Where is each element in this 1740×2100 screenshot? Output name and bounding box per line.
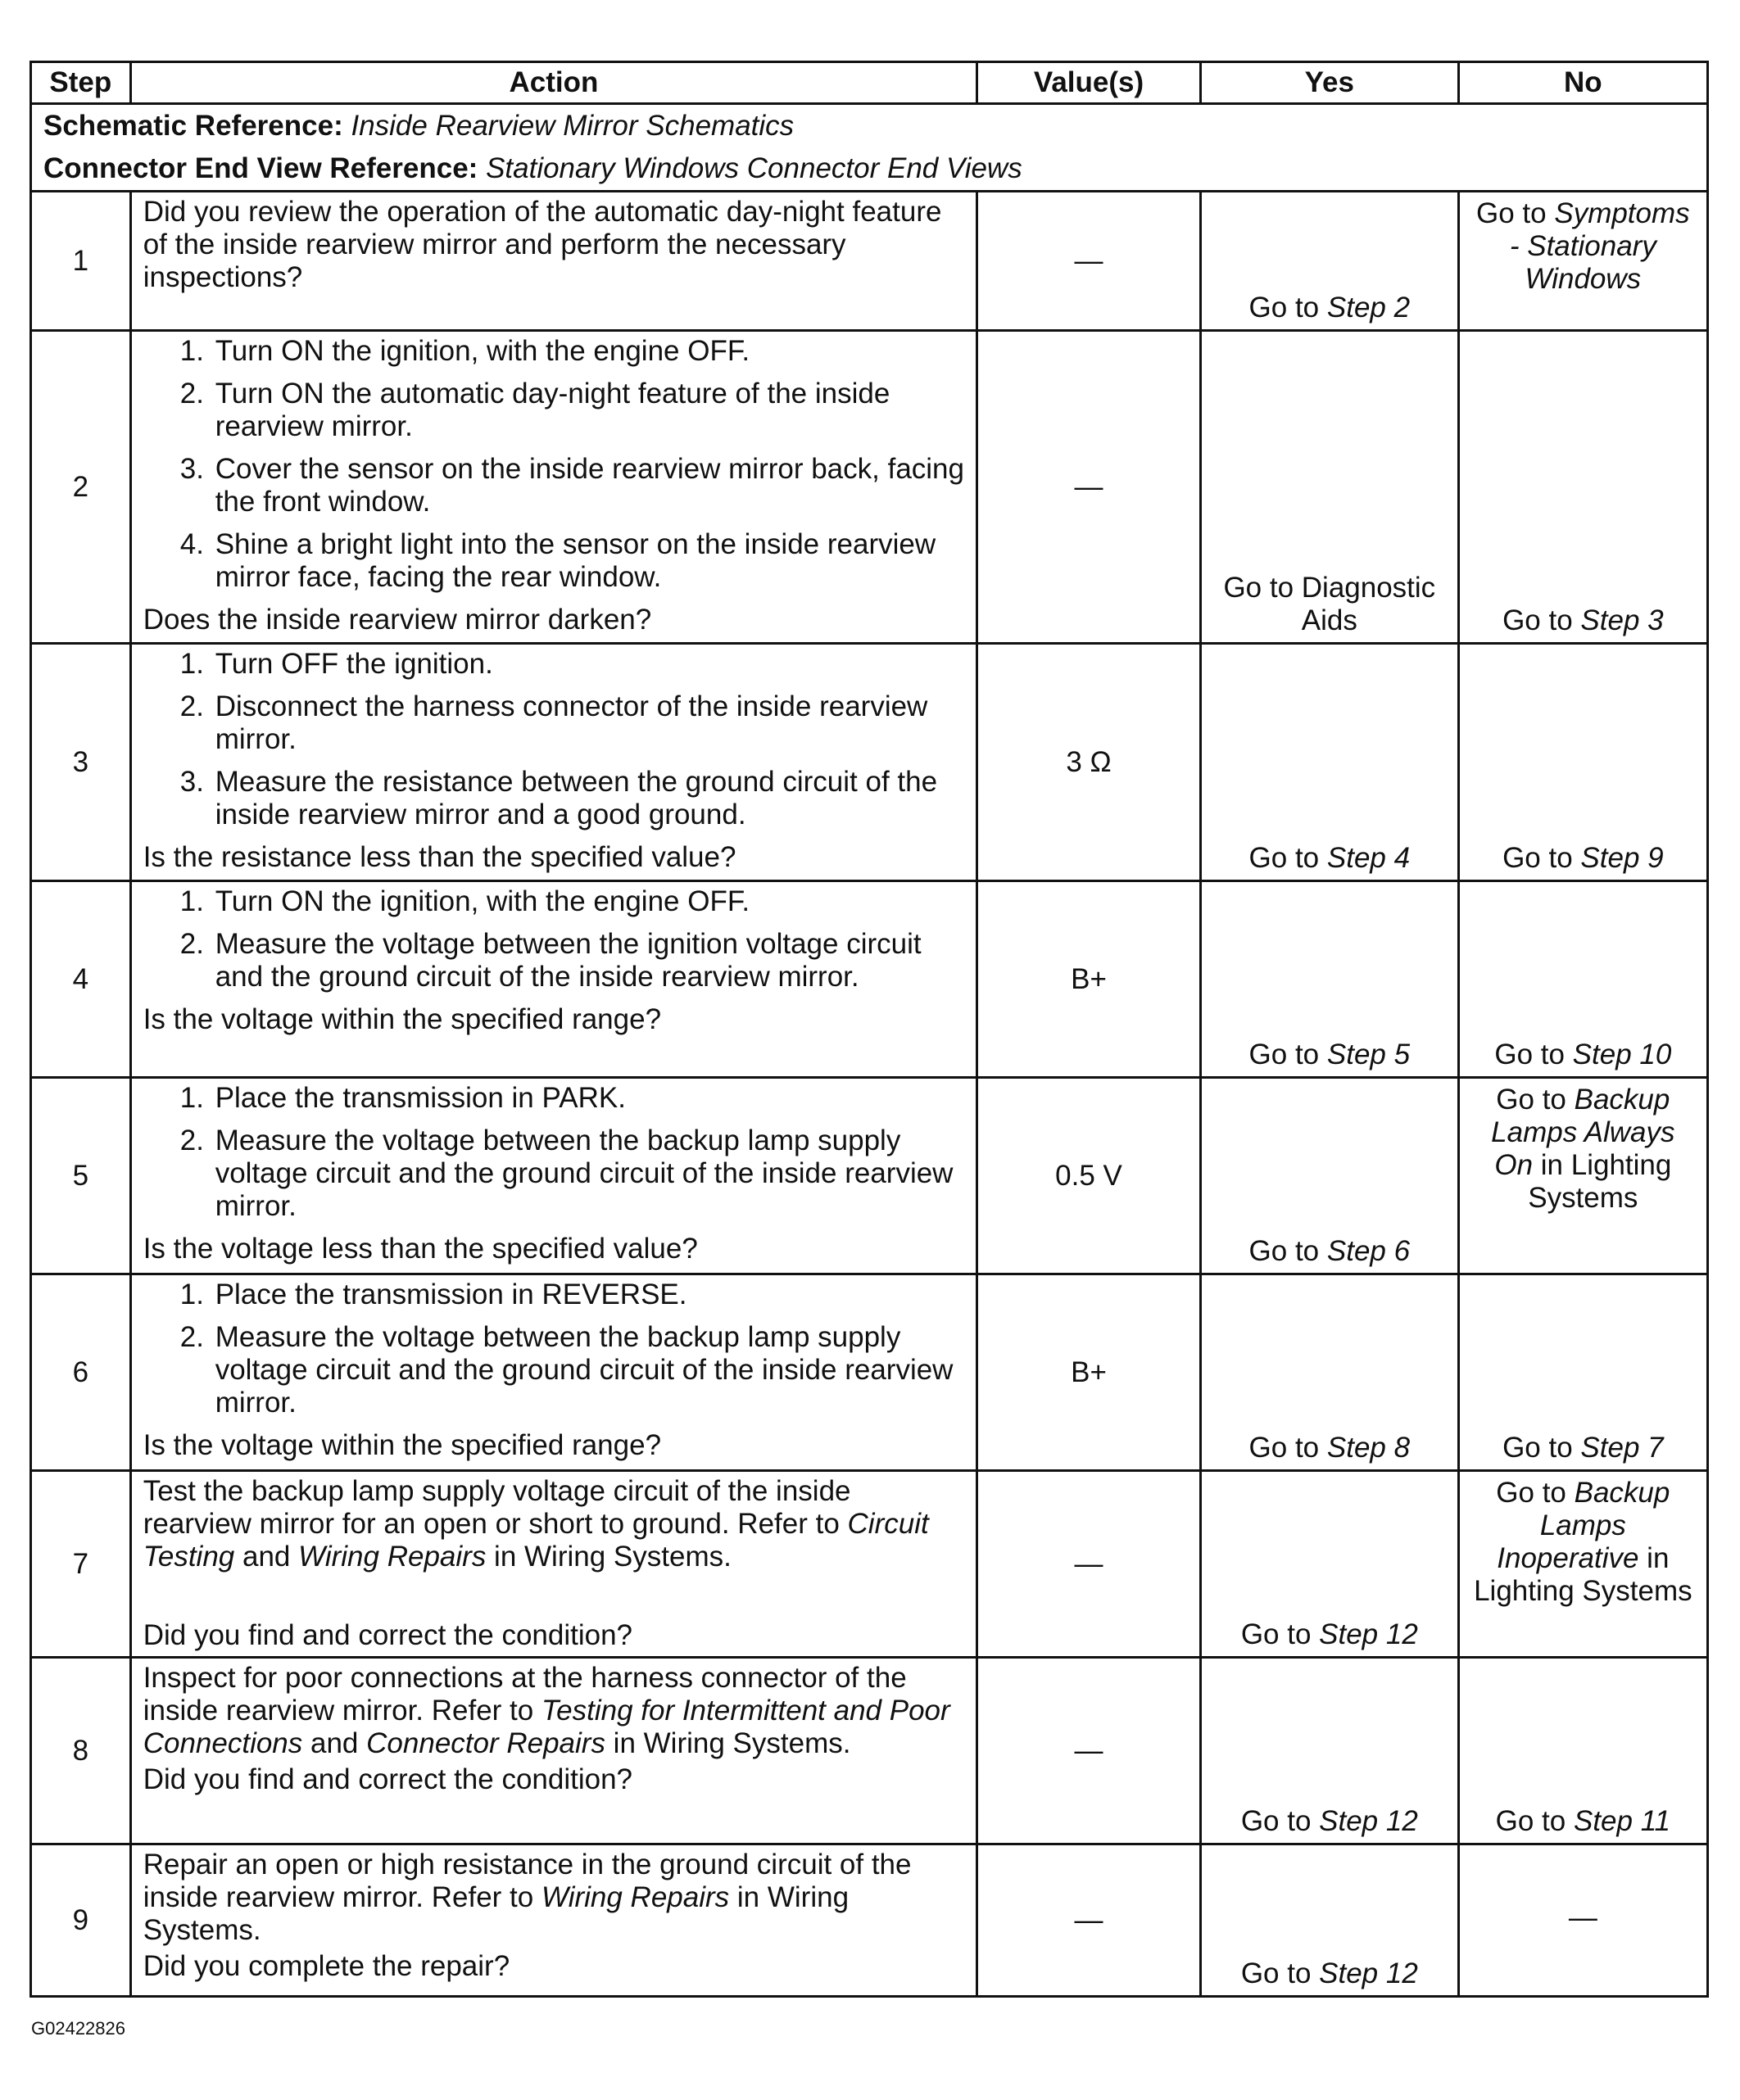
no-cell — [1458, 1078, 1707, 1274]
action-text-part: and — [302, 1727, 367, 1759]
action-text — [143, 1475, 964, 1573]
action-text-part: in Wiring Systems. — [143, 1881, 850, 1946]
table-row — [31, 1078, 1708, 1274]
value-cell: — — [977, 1471, 1201, 1658]
value-cell: — — [977, 192, 1201, 331]
no-prefix: Go to — [1494, 1039, 1573, 1070]
step-number: 1 — [31, 192, 131, 331]
action-step: 2. Measure the voltage between the backup lamp supply voltage circuit and the ground circuit of the inside rearview mirror. — [212, 1321, 964, 1419]
yes-cell — [1200, 1658, 1458, 1844]
no-cell: — — [1458, 1844, 1707, 1997]
yes-cell — [1200, 1078, 1458, 1274]
step-number: 6 — [31, 1274, 131, 1471]
no-link[interactable]: Step 7 — [1580, 1432, 1664, 1464]
table-row — [31, 1274, 1708, 1471]
figure-id: G02422826 — [31, 2018, 125, 2039]
action-link[interactable]: Wiring Repairs — [298, 1541, 487, 1573]
yes-prefix: Go to — [1240, 1618, 1320, 1650]
action-text-part: in Wiring Systems. — [486, 1541, 732, 1573]
action-step: 1. Turn ON the ignition, with the engine OFF. — [212, 335, 964, 368]
action-step: 3. Cover the sensor on the inside rearview mirror back, facing the front window. — [212, 453, 964, 518]
value-cell: 3 Ω — [977, 644, 1201, 881]
yes-prefix: Go to — [1240, 1805, 1320, 1837]
action-text-part: Repair an open or high resistance in the ground circuit of the inside rearview mirror. Refer to — [143, 1849, 912, 1913]
header-no: No — [1458, 62, 1707, 104]
yes-cell — [1200, 1274, 1458, 1471]
no-cell — [1458, 192, 1707, 331]
action-steps-list — [143, 648, 964, 831]
yes-cell — [1200, 1471, 1458, 1658]
no-link[interactable]: Step 10 — [1572, 1039, 1672, 1070]
table-row — [31, 1844, 1708, 1997]
action-step: 2. Turn ON the automatic day-night feature of the inside rearview mirror. — [212, 378, 964, 443]
table-row — [31, 881, 1708, 1078]
action-steps-list — [143, 1279, 964, 1419]
step-number: 9 — [31, 1844, 131, 1997]
yes-prefix: Go to — [1248, 1432, 1327, 1464]
action-steps-list — [143, 885, 964, 993]
action-step: 1. Place the transmission in REVERSE. — [212, 1279, 964, 1311]
step-number: 8 — [31, 1658, 131, 1844]
no-cell — [1458, 331, 1707, 644]
action-question: Does the inside rearview mirror darken? — [143, 604, 652, 636]
action-step: 2. Measure the voltage between the backup lamp supply voltage circuit and the ground circuit of the inside rearview mirror. — [212, 1125, 964, 1223]
yes-link[interactable]: Step 5 — [1326, 1039, 1411, 1070]
action-text — [143, 1849, 964, 1947]
action-link[interactable]: Testing for Intermittent and Poor Connections — [143, 1695, 950, 1759]
action-question: Did you find and correct the condition? — [143, 1619, 633, 1651]
no-link[interactable]: Backup Lamps Inoperative — [1497, 1477, 1670, 1574]
action-link[interactable]: Connector Repairs — [366, 1727, 605, 1759]
header-row — [31, 62, 1708, 104]
connector-reference-link[interactable]: Stationary Windows Connector End Views — [486, 152, 1022, 184]
no-cell — [1458, 1274, 1707, 1471]
action-question: Is the voltage within the specified range? — [143, 1429, 662, 1461]
table-row — [31, 1471, 1708, 1658]
yes-link[interactable]: Step 12 — [1319, 1618, 1418, 1650]
no-suffix: in Lighting Systems — [1528, 1149, 1672, 1214]
no-prefix: Go to — [1502, 842, 1581, 874]
yes-link[interactable]: Step 12 — [1319, 1805, 1418, 1837]
no-prefix: Go to — [1476, 197, 1555, 229]
step-number: 4 — [31, 881, 131, 1078]
schematic-reference-link[interactable]: Inside Rearview Mirror Schematics — [351, 110, 795, 142]
action-steps-list — [143, 1082, 964, 1223]
yes-link[interactable]: Step 8 — [1326, 1432, 1411, 1464]
action-cell — [130, 1658, 976, 1844]
yes-cell — [1200, 1844, 1458, 1997]
action-cell — [130, 1078, 976, 1274]
action-cell — [130, 192, 976, 331]
action-cell — [130, 644, 976, 881]
action-question: Is the voltage within the specified range? — [143, 1003, 662, 1035]
action-link[interactable]: Circuit Testing — [143, 1508, 929, 1573]
action-step: 2. Disconnect the harness connector of the inside rearview mirror. — [212, 690, 964, 756]
no-suffix: in Lighting Systems — [1474, 1542, 1692, 1607]
action-text — [143, 1662, 964, 1760]
value-cell: B+ — [977, 1274, 1201, 1471]
header-step: Step — [31, 62, 131, 104]
action-step: 1. Turn ON the ignition, with the engine OFF. — [212, 885, 964, 918]
action-text-part: Test the backup lamp supply voltage circuit of the inside rearview mirror for an open or short to ground. Refer to — [143, 1475, 851, 1540]
header-action: Action — [130, 62, 976, 104]
no-cell — [1458, 644, 1707, 881]
no-cell — [1458, 1471, 1707, 1658]
no-link[interactable]: Step 3 — [1580, 604, 1664, 636]
connector-reference — [43, 147, 1695, 190]
action-step: 2. Measure the voltage between the ignition voltage circuit and the ground circuit of the inside rearview mirror. — [212, 928, 964, 993]
no-link[interactable]: Backup Lamps Always On — [1491, 1084, 1675, 1181]
header-values: Value(s) — [977, 62, 1201, 104]
reference-cell — [31, 104, 1708, 192]
yes-cell[interactable]: Go to Diagnostic Aids — [1200, 331, 1458, 644]
action-step: 1. Turn OFF the ignition. — [212, 648, 964, 681]
action-text-part: and — [234, 1541, 299, 1573]
no-link[interactable]: Step 9 — [1580, 842, 1664, 874]
yes-link[interactable]: Step 4 — [1326, 842, 1411, 874]
action-cell — [130, 1471, 976, 1658]
header-yes: Yes — [1200, 62, 1458, 104]
connector-reference-label: Connector End View Reference: — [43, 152, 478, 184]
action-step: 4. Shine a bright light into the sensor on the inside rearview mirror face, facing the rear window. — [212, 528, 964, 594]
value-cell: B+ — [977, 881, 1201, 1078]
action-step: 1. Place the transmission in PARK. — [212, 1082, 964, 1115]
step-number: 7 — [31, 1471, 131, 1658]
no-prefix: Go to — [1502, 1432, 1581, 1464]
action-cell — [130, 1274, 976, 1471]
action-cell — [130, 1844, 976, 1997]
no-prefix: Go to — [1496, 1084, 1575, 1116]
diagnostic-table — [29, 61, 1709, 1998]
table-row — [31, 331, 1708, 644]
action-cell — [130, 331, 976, 644]
action-steps-list — [143, 335, 964, 594]
action-question: Did you complete the repair? — [143, 1950, 510, 1982]
action-cell — [130, 881, 976, 1078]
table-row — [31, 1658, 1708, 1844]
no-link[interactable]: Symptoms - Stationary Windows — [1509, 197, 1690, 295]
yes-prefix: Go to — [1248, 1235, 1327, 1267]
table-row — [31, 192, 1708, 331]
table-row — [31, 644, 1708, 881]
value-cell: — — [977, 1658, 1201, 1844]
value-cell: — — [977, 1844, 1201, 1997]
action-question: Is the voltage less than the specified value? — [143, 1233, 698, 1265]
no-prefix: Go to — [1502, 604, 1581, 636]
action-text-part: Inspect for poor connections at the harness connector of the inside rearview mirror. Refer to — [143, 1662, 907, 1727]
no-prefix: Go to — [1496, 1477, 1575, 1509]
yes-cell — [1200, 192, 1458, 331]
yes-cell — [1200, 644, 1458, 881]
yes-link[interactable]: Step 6 — [1326, 1235, 1411, 1267]
action-question: Did you find and correct the condition? — [143, 1763, 633, 1795]
yes-prefix: Go to — [1240, 1957, 1320, 1989]
yes-prefix: Go to — [1248, 292, 1327, 324]
reference-row — [31, 104, 1708, 192]
schematic-reference-label: Schematic Reference: — [43, 110, 343, 142]
no-prefix: Go to — [1495, 1805, 1574, 1837]
schematic-reference — [43, 105, 1695, 147]
yes-prefix: Go to — [1248, 1039, 1327, 1070]
yes-cell — [1200, 881, 1458, 1078]
value-cell: 0.5 V — [977, 1078, 1201, 1274]
no-link[interactable]: Step 11 — [1573, 1805, 1671, 1837]
value-cell: — — [977, 331, 1201, 644]
step-number: 5 — [31, 1078, 131, 1274]
action-link[interactable]: Wiring Repairs — [541, 1881, 730, 1913]
action-question: Is the resistance less than the specified value? — [143, 841, 736, 873]
action-text: Did you review the operation of the automatic day-night feature of the inside rearview mirror and perform the necessary inspections? — [143, 196, 942, 293]
yes-link[interactable]: Step 2 — [1326, 292, 1411, 324]
yes-link[interactable]: Step 12 — [1319, 1957, 1418, 1989]
step-number: 3 — [31, 644, 131, 881]
action-step: 3. Measure the resistance between the ground circuit of the inside rearview mirror and a good ground. — [212, 766, 964, 831]
action-text-part: in Wiring Systems. — [605, 1727, 851, 1759]
step-number: 2 — [31, 331, 131, 644]
no-cell — [1458, 1658, 1707, 1844]
no-cell — [1458, 881, 1707, 1078]
yes-prefix: Go to — [1248, 842, 1327, 874]
